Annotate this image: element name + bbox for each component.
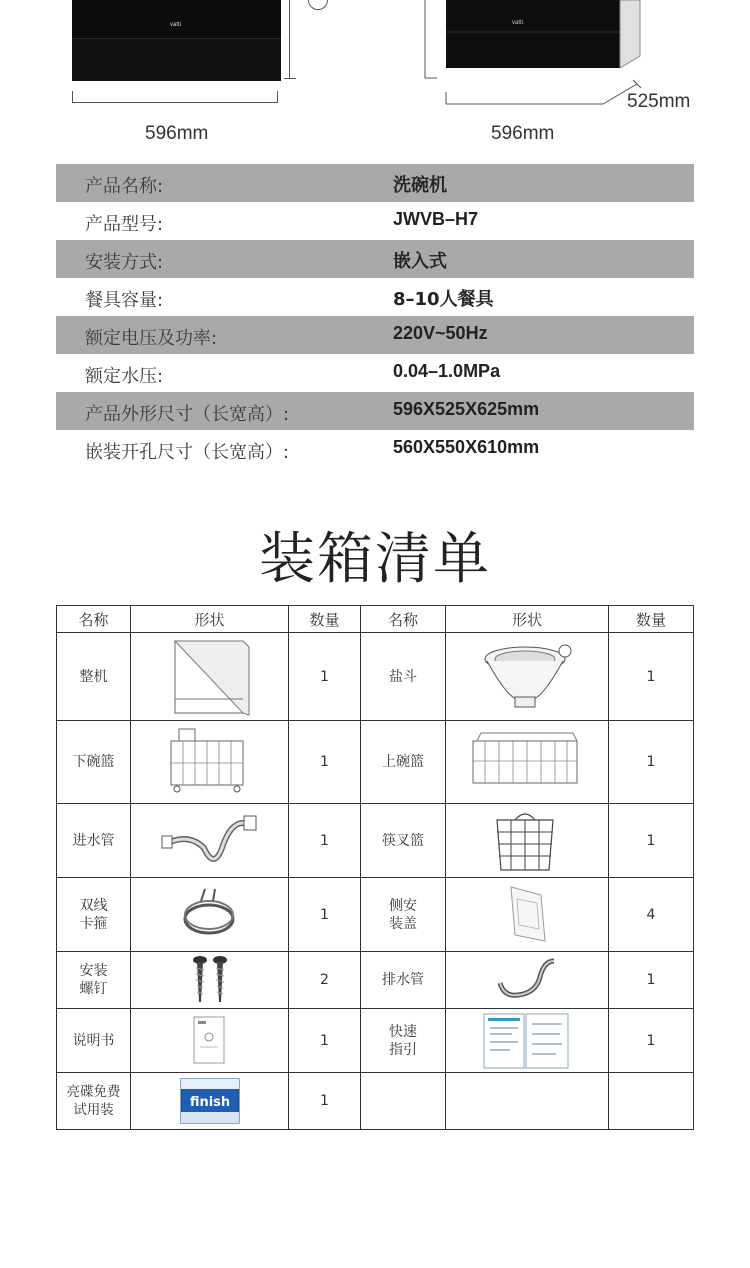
spec-label: 额定水压: <box>85 366 164 387</box>
header-qty: 数量 <box>609 606 694 633</box>
upper-basket-icon <box>467 727 587 797</box>
table-row <box>57 804 694 878</box>
item-qty: 2 <box>289 952 361 1009</box>
spec-row <box>56 430 694 468</box>
item-name: 双线 卡箍 <box>57 878 131 952</box>
spec-label: 安装方式: <box>85 252 164 273</box>
spec-label: 产品外形尺寸（长宽高）: <box>85 404 290 425</box>
item-shape <box>131 804 289 878</box>
table-row <box>57 1009 694 1073</box>
spec-label: 产品型号: <box>85 214 164 235</box>
spec-value: 洗碗机 <box>393 175 447 196</box>
item-shape <box>131 721 289 804</box>
item-shape <box>131 1073 289 1130</box>
item-shape-empty <box>446 1073 609 1130</box>
item-shape <box>446 721 609 804</box>
item-qty: 1 <box>609 721 694 804</box>
item-qty: 1 <box>289 1073 361 1130</box>
table-row <box>57 952 694 1009</box>
spec-row <box>56 278 694 316</box>
spec-label: 餐具容量: <box>85 290 164 311</box>
item-shape <box>131 633 289 721</box>
dim-right-depth: 525mm <box>627 91 691 112</box>
spec-value: 220V~50Hz <box>393 323 488 343</box>
item-name: 侧安 装盖 <box>361 878 446 952</box>
item-name: 进水管 <box>57 804 131 878</box>
finish-logo-text: finish <box>189 1095 230 1110</box>
height-dim-tick <box>284 78 296 79</box>
item-qty: 1 <box>289 1009 361 1073</box>
spec-label: 产品名称: <box>85 176 164 197</box>
item-qty: 1 <box>289 721 361 804</box>
item-shape <box>446 952 609 1009</box>
hose-clamp-icon <box>175 885 245 945</box>
item-name: 盐斗 <box>361 633 446 721</box>
dim-right-width: 596mm <box>491 123 555 144</box>
spec-value: 嵌入式 <box>393 251 447 272</box>
header-name: 名称 <box>361 606 446 633</box>
spec-value: 0.04–1.0MPa <box>393 361 501 381</box>
side-cover-icon <box>497 881 557 949</box>
table-row <box>57 721 694 804</box>
item-name: 快速 指引 <box>361 1009 446 1073</box>
spec-label: 额定电压及功率: <box>85 328 218 349</box>
item-qty-empty <box>609 1073 694 1130</box>
item-name: 整机 <box>57 633 131 721</box>
item-name-empty <box>361 1073 446 1130</box>
screws-icon <box>180 954 240 1006</box>
item-qty: 1 <box>289 633 361 721</box>
salt-funnel-icon <box>477 637 577 717</box>
spec-row <box>56 164 694 202</box>
item-shape <box>131 878 289 952</box>
drain-hose-icon <box>492 953 562 1007</box>
lower-basket-icon <box>165 725 255 800</box>
item-qty: 1 <box>609 1009 694 1073</box>
item-qty: 1 <box>609 633 694 721</box>
item-qty: 1 <box>289 804 361 878</box>
packing-list-title: 装箱清单 <box>259 527 491 592</box>
dishwasher-kick-panel <box>72 38 281 81</box>
item-qty: 1 <box>289 878 361 952</box>
spec-value: 8–10人餐具 <box>393 289 494 310</box>
height-marker-circle <box>308 0 328 10</box>
brand-logo: vatti <box>170 22 182 28</box>
cutlery-basket-icon <box>487 806 567 876</box>
spec-row <box>56 392 694 430</box>
spec-row <box>56 240 694 278</box>
dim-left-width: 596mm <box>145 123 209 144</box>
item-name: 亮碟免费 试用装 <box>57 1073 131 1130</box>
dishwasher-front-panel <box>72 0 281 38</box>
table-header-row <box>57 606 694 633</box>
header-qty: 数量 <box>289 606 361 633</box>
spec-row <box>56 316 694 354</box>
item-name: 筷叉篮 <box>361 804 446 878</box>
dishwasher-unit-icon <box>165 637 255 717</box>
inlet-hose-icon <box>160 808 260 874</box>
height-dim-line <box>289 0 290 78</box>
spec-value: 560X550X610mm <box>393 437 540 457</box>
table-row <box>57 1073 694 1130</box>
width-dim-line <box>72 102 278 103</box>
item-shape <box>131 952 289 1009</box>
spec-row <box>56 354 694 392</box>
item-shape <box>446 1009 609 1073</box>
manual-icon <box>190 1015 230 1067</box>
table-row <box>57 633 694 721</box>
item-name: 下碗篮 <box>57 721 131 804</box>
finish-sample-icon <box>180 1078 240 1124</box>
table-row <box>57 878 694 952</box>
item-qty: 1 <box>609 804 694 878</box>
header-shape: 形状 <box>446 606 609 633</box>
spec-value: 596X525X625mm <box>393 399 540 419</box>
item-name: 排水管 <box>361 952 446 1009</box>
quick-guide-icon <box>482 1012 572 1070</box>
item-shape <box>131 1009 289 1073</box>
item-name: 说明书 <box>57 1009 131 1073</box>
item-shape <box>446 633 609 721</box>
item-shape <box>446 878 609 952</box>
item-name: 上碗篮 <box>361 721 446 804</box>
item-shape <box>446 804 609 878</box>
header-shape: 形状 <box>131 606 289 633</box>
spec-row <box>56 202 694 240</box>
item-qty: 4 <box>609 878 694 952</box>
header-name: 名称 <box>57 606 131 633</box>
packing-table <box>56 605 694 1130</box>
item-name: 安装 螺钉 <box>57 952 131 1009</box>
brand-logo-perspective: vatti <box>512 20 524 26</box>
spec-label: 嵌装开孔尺寸（长宽高）: <box>85 442 290 463</box>
item-qty: 1 <box>609 952 694 1009</box>
spec-value: JWVB–H7 <box>393 209 479 229</box>
